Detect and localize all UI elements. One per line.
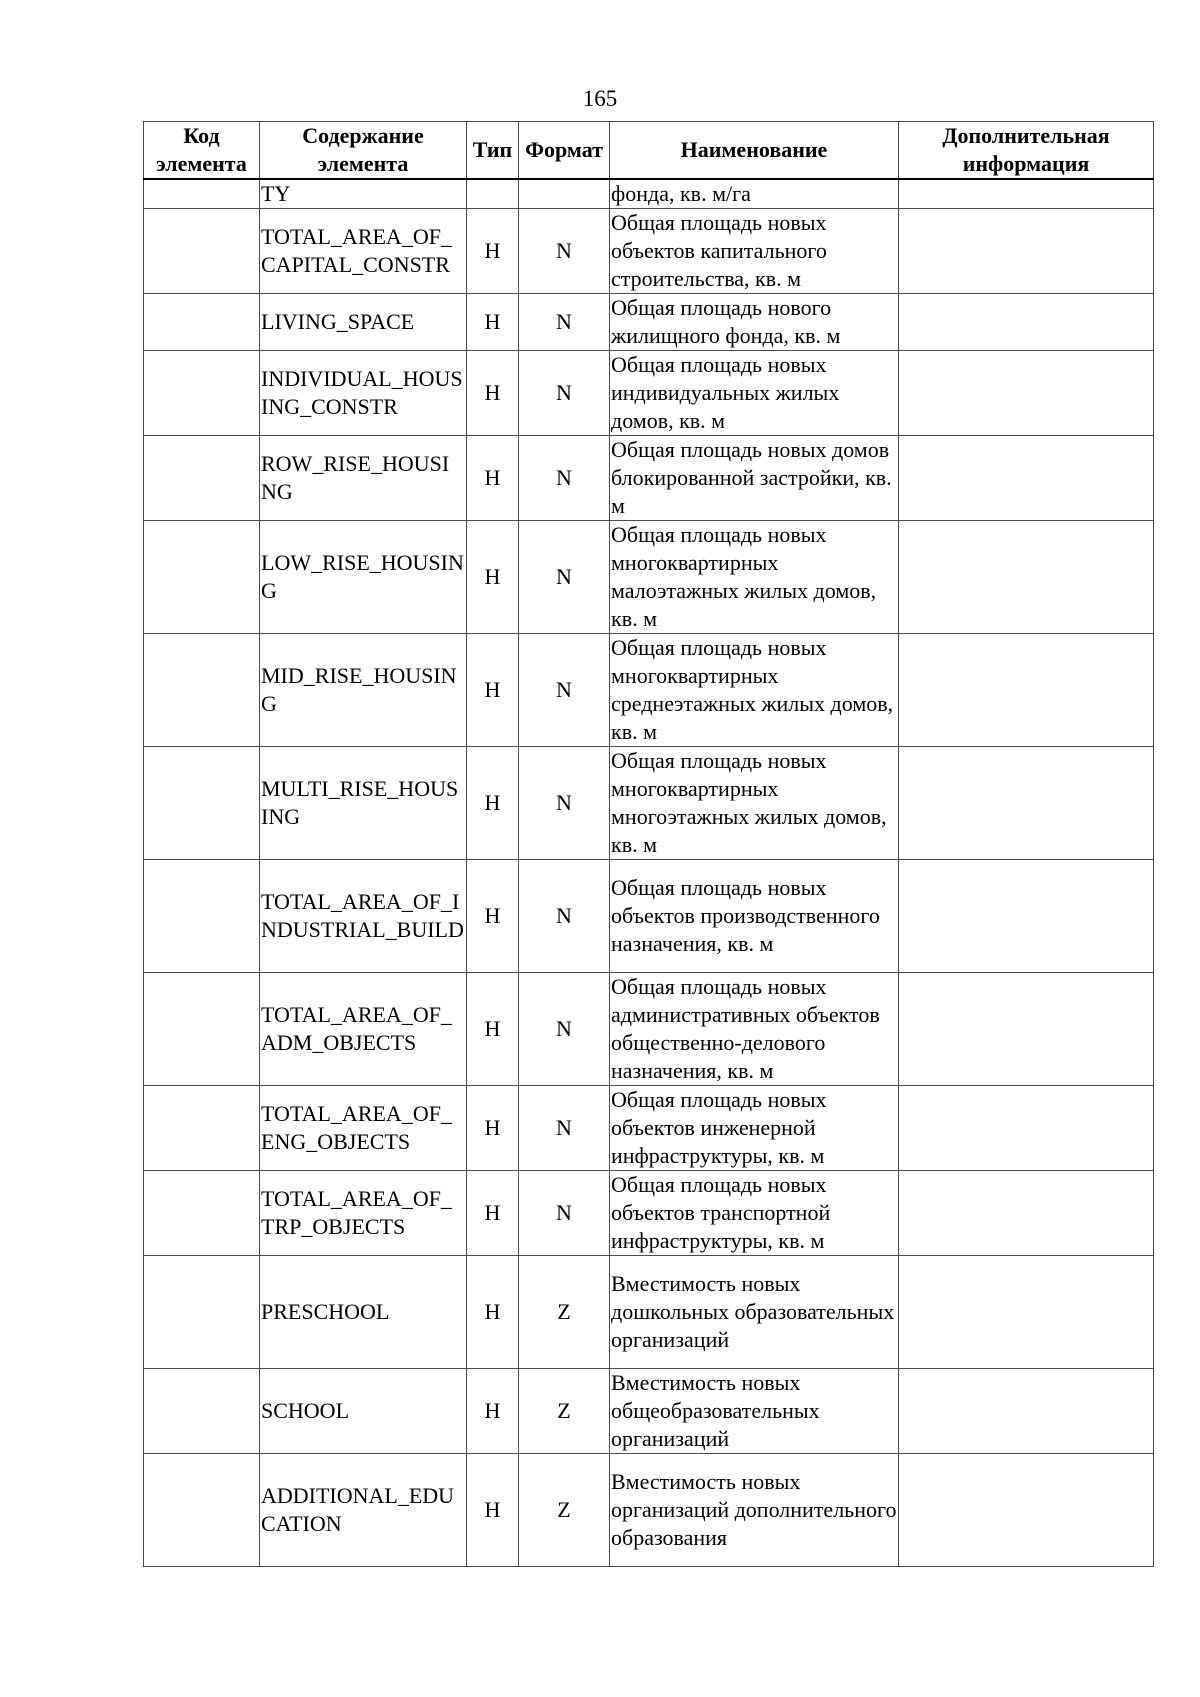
cell-info	[899, 1369, 1154, 1454]
cell-content: TOTAL_AREA_OF_INDUSTRIAL_BUILD	[260, 860, 467, 973]
cell-format: N	[519, 521, 610, 634]
cell-name: Общая площадь новых индивидуальных жилых домов, кв. м	[610, 351, 899, 436]
cell-type: H	[467, 973, 519, 1086]
cell-content: TOTAL_AREA_OF_ADM_OBJECTS	[260, 973, 467, 1086]
cell-info	[899, 521, 1154, 634]
cell-type: H	[467, 294, 519, 351]
cell-info	[899, 351, 1154, 436]
cell-name: Вместимость новых общеобразовательных организаций	[610, 1369, 899, 1454]
cell-name: Общая площадь новых объектов инженерной инфраструктуры, кв. м	[610, 1086, 899, 1171]
cell-type: H	[467, 1171, 519, 1256]
cell-content: ROW_RISE_HOUSING	[260, 436, 467, 521]
cell-name: Вместимость новых дошкольных образовательных организаций	[610, 1256, 899, 1369]
cell-info	[899, 973, 1154, 1086]
cell-type: H	[467, 860, 519, 973]
table-body	[144, 179, 1154, 1567]
table-header	[144, 122, 1154, 180]
cell-format: N	[519, 747, 610, 860]
cell-content: MULTI_RISE_HOUSING	[260, 747, 467, 860]
cell-format: Z	[519, 1454, 610, 1567]
header-type: Тип	[467, 122, 519, 180]
cell-format: N	[519, 634, 610, 747]
cell-format: N	[519, 1086, 610, 1171]
cell-code	[144, 1086, 260, 1171]
cell-type: H	[467, 436, 519, 521]
cell-format: Z	[519, 1369, 610, 1454]
cell-format: N	[519, 209, 610, 294]
table-row	[144, 179, 1154, 209]
cell-content: ADDITIONAL_EDUCATION	[260, 1454, 467, 1567]
cell-content: INDIVIDUAL_HOUSING_CONSTR	[260, 351, 467, 436]
cell-name: Общая площадь новых домов блокированной застройки, кв. м	[610, 436, 899, 521]
cell-code	[144, 209, 260, 294]
cell-code	[144, 860, 260, 973]
cell-code	[144, 634, 260, 747]
cell-code	[144, 351, 260, 436]
header-code: Код элемента	[144, 122, 260, 180]
cell-name: Общая площадь новых многоквартирных среднеэтажных жилых домов, кв. м	[610, 634, 899, 747]
header-info: Дополнительная информация	[899, 122, 1154, 180]
table-row	[144, 521, 1154, 634]
cell-code	[144, 973, 260, 1086]
table-row	[144, 209, 1154, 294]
header-format: Формат	[519, 122, 610, 180]
table-row	[144, 1171, 1154, 1256]
cell-info	[899, 436, 1154, 521]
cell-name: фонда, кв. м/га	[610, 179, 899, 209]
cell-info	[899, 860, 1154, 973]
table-row	[144, 860, 1154, 973]
cell-content: TOTAL_AREA_OF_TRP_OBJECTS	[260, 1171, 467, 1256]
cell-info	[899, 1171, 1154, 1256]
cell-name: Общая площадь новых объектов транспортной инфраструктуры, кв. м	[610, 1171, 899, 1256]
cell-name: Вместимость новых организаций дополнительного образования	[610, 1454, 899, 1567]
cell-type: H	[467, 1086, 519, 1171]
cell-code	[144, 436, 260, 521]
cell-format: N	[519, 294, 610, 351]
cell-type: H	[467, 1454, 519, 1567]
cell-code	[144, 1454, 260, 1567]
cell-code	[144, 1171, 260, 1256]
cell-name: Общая площадь новых административных объектов общественно-делового назначения, кв. м	[610, 973, 899, 1086]
table-row	[144, 1369, 1154, 1454]
cell-code	[144, 747, 260, 860]
table-row	[144, 634, 1154, 747]
cell-info	[899, 1256, 1154, 1369]
cell-info	[899, 1454, 1154, 1567]
cell-name: Общая площадь нового жилищного фонда, кв. м	[610, 294, 899, 351]
cell-format	[519, 179, 610, 209]
cell-format: N	[519, 436, 610, 521]
cell-content: TOTAL_AREA_OF_CAPITAL_CONSTR	[260, 209, 467, 294]
cell-content: TY	[260, 179, 467, 209]
table-row	[144, 351, 1154, 436]
cell-code	[144, 1369, 260, 1454]
cell-type: H	[467, 1369, 519, 1454]
data-elements-table	[143, 121, 1154, 1567]
cell-content: TOTAL_AREA_OF_ENG_OBJECTS	[260, 1086, 467, 1171]
table-row	[144, 436, 1154, 521]
cell-format: N	[519, 351, 610, 436]
table-row	[144, 1086, 1154, 1171]
cell-code	[144, 1256, 260, 1369]
cell-info	[899, 634, 1154, 747]
cell-content: SCHOOL	[260, 1369, 467, 1454]
cell-info	[899, 747, 1154, 860]
cell-type: H	[467, 521, 519, 634]
cell-format: N	[519, 860, 610, 973]
table-row	[144, 1256, 1154, 1369]
cell-code	[144, 294, 260, 351]
cell-name: Общая площадь новых объектов капитального строительства, кв. м	[610, 209, 899, 294]
header-content: Содержание элемента	[260, 122, 467, 180]
cell-format: N	[519, 973, 610, 1086]
table-row	[144, 973, 1154, 1086]
cell-format: N	[519, 1171, 610, 1256]
cell-code	[144, 179, 260, 209]
cell-content: MID_RISE_HOUSING	[260, 634, 467, 747]
cell-type: H	[467, 747, 519, 860]
cell-info	[899, 1086, 1154, 1171]
cell-type: H	[467, 351, 519, 436]
cell-name: Общая площадь новых объектов производственного назначения, кв. м	[610, 860, 899, 973]
cell-type	[467, 179, 519, 209]
table-row	[144, 747, 1154, 860]
cell-content: PRESCHOOL	[260, 1256, 467, 1369]
cell-type: H	[467, 209, 519, 294]
cell-name: Общая площадь новых многоквартирных малоэтажных жилых домов, кв. м	[610, 521, 899, 634]
header-name: Наименование	[610, 122, 899, 180]
table-row	[144, 1454, 1154, 1567]
cell-content: LIVING_SPACE	[260, 294, 467, 351]
cell-info	[899, 294, 1154, 351]
cell-type: H	[467, 634, 519, 747]
cell-info	[899, 209, 1154, 294]
page-number: 165	[582, 86, 618, 111]
table-row	[144, 294, 1154, 351]
cell-type: H	[467, 1256, 519, 1369]
cell-content: LOW_RISE_HOUSING	[260, 521, 467, 634]
cell-info	[899, 179, 1154, 209]
cell-name: Общая площадь новых многоквартирных многоэтажных жилых домов, кв. м	[610, 747, 899, 860]
cell-format: Z	[519, 1256, 610, 1369]
cell-code	[144, 521, 260, 634]
